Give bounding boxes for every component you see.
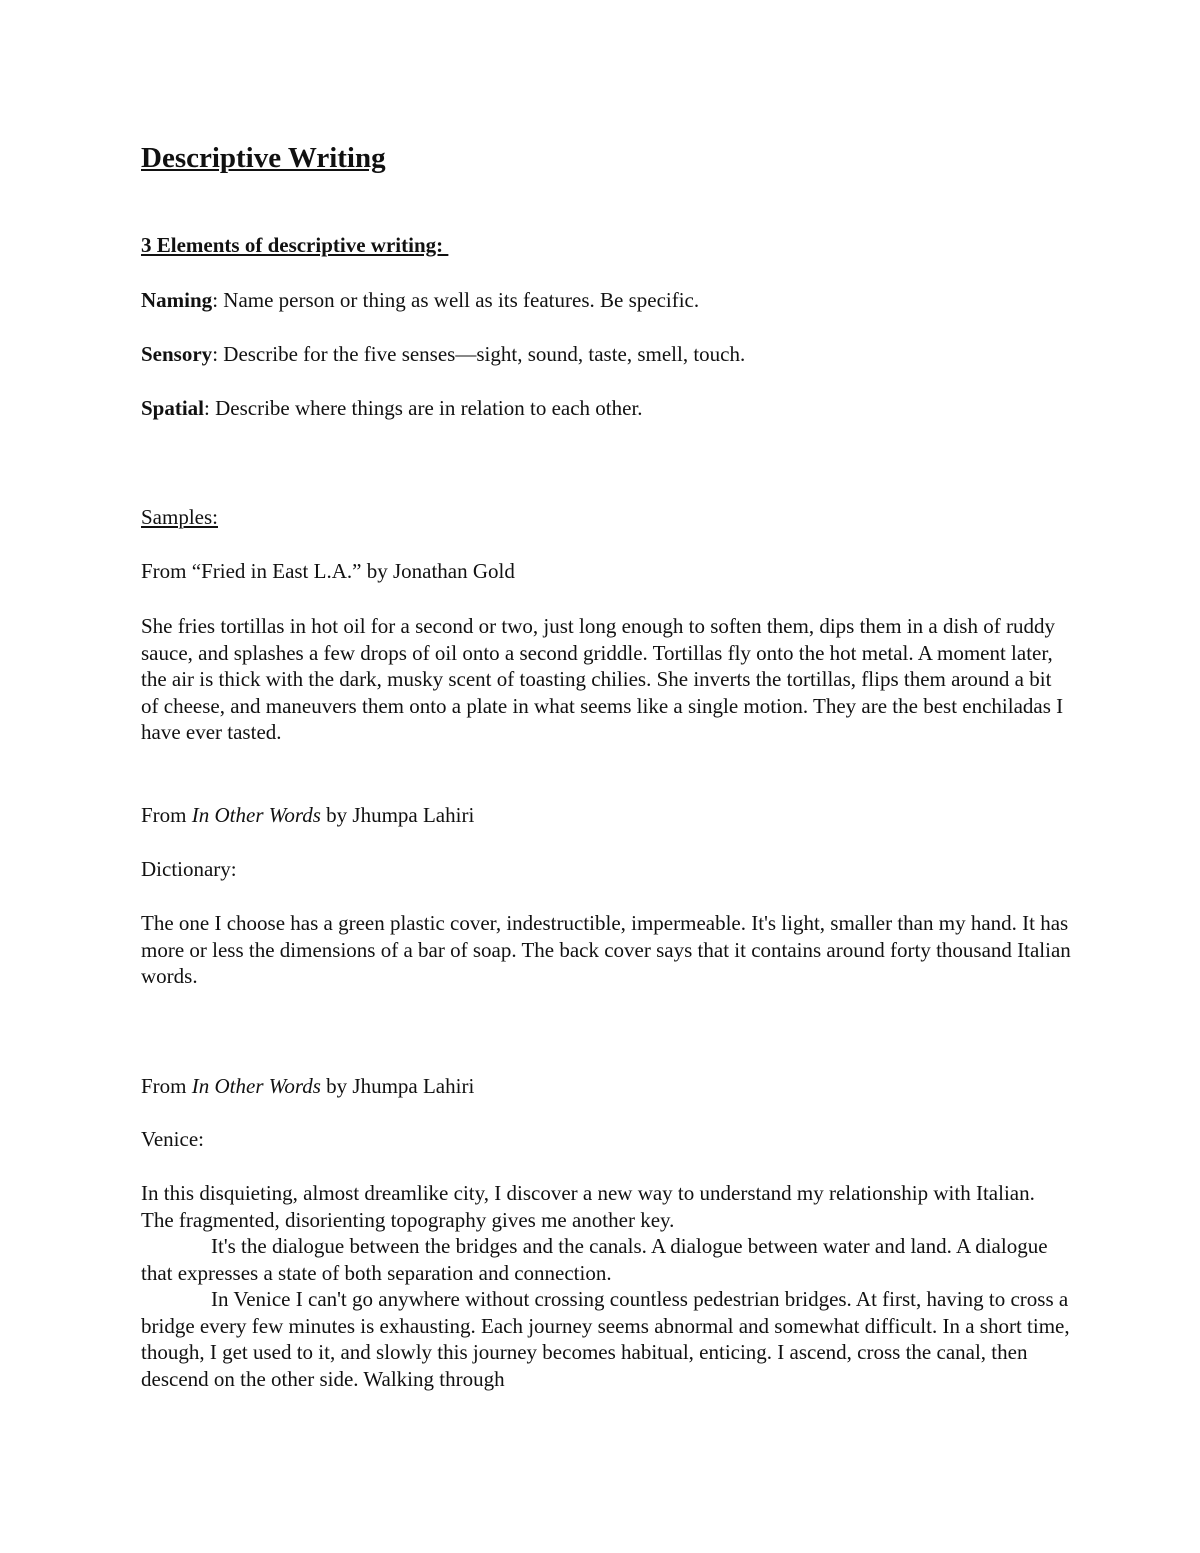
element-spatial	[141, 395, 643, 422]
samples-label: Samples:	[141, 505, 218, 529]
element-sensory	[141, 341, 745, 368]
sample2-text: The one I choose has a green plastic cover, indestructible, impermeable. It's light, smaller than my hand. It has more or less the dimensions of a bar of soap. The back cover says that it contains around forty thousand Italian words.	[141, 911, 1071, 988]
sample3-paragraph: In Venice I can't go anywhere without crossing countless pedestrian bridges. At first, having to cross a bridge every few minutes is exhausting. Each journey seems abnormal and somewhat difficult. In a short time, though, I get used to it, and slowly this journey becomes habitual, enticing. I ascend, cross the canal, then descend on the other side. Walking through	[141, 1287, 1070, 1391]
sample2-heading: Dictionary:	[141, 857, 237, 881]
sample1-source: From “Fried in East L.A.” by Jonathan Gold	[141, 559, 515, 583]
element-naming	[141, 287, 699, 314]
element-term: Naming	[141, 288, 213, 312]
source-prefix: From	[141, 803, 192, 827]
source-suffix: by Jhumpa Lahiri	[320, 1074, 475, 1098]
element-description: : Name person or thing as well as its features. Be specific.	[212, 288, 700, 312]
element-term: Spatial	[141, 396, 205, 420]
source-title: In Other Words	[191, 803, 321, 827]
page-title: Descriptive Writing	[141, 142, 386, 174]
sample3-body	[141, 1180, 1071, 1392]
element-description: : Describe where things are in relation to each other.	[204, 396, 643, 420]
elements-subheading: 3 Elements of descriptive writing:	[141, 233, 449, 257]
element-description: : Describe for the five senses—sight, sound, taste, smell, touch.	[212, 342, 746, 366]
sample1-text: She fries tortillas in hot oil for a second or two, just long enough to soften them, dips them in a dish of ruddy sauce, and splashes a few drops of oil onto a second griddle. Tortillas fly onto the hot metal. A moment later, the air is thick with the dark, musky scent of toasting chilies. She inverts the tortillas, flips them around a bit of cheese, and maneuvers them onto a plate in what seems like a single motion. They are the best enchiladas I have ever tasted.	[141, 614, 1064, 744]
sample2-source	[141, 802, 474, 829]
source-title: In Other Words	[191, 1074, 321, 1098]
element-term: Sensory	[141, 342, 213, 366]
source-prefix: From	[141, 1074, 192, 1098]
sample3-source	[141, 1073, 474, 1100]
sample3-paragraph: In this disquieting, almost dreamlike city, I discover a new way to understand my relationship with Italian. The fragmented, disorienting topography gives me another key.	[141, 1181, 1035, 1232]
sample3-heading: Venice:	[141, 1127, 204, 1151]
source-suffix: by Jhumpa Lahiri	[320, 803, 475, 827]
sample3-paragraph: It's the dialogue between the bridges and the canals. A dialogue between water and land. A dialogue that expresses a state of both separation and connection.	[141, 1234, 1048, 1285]
